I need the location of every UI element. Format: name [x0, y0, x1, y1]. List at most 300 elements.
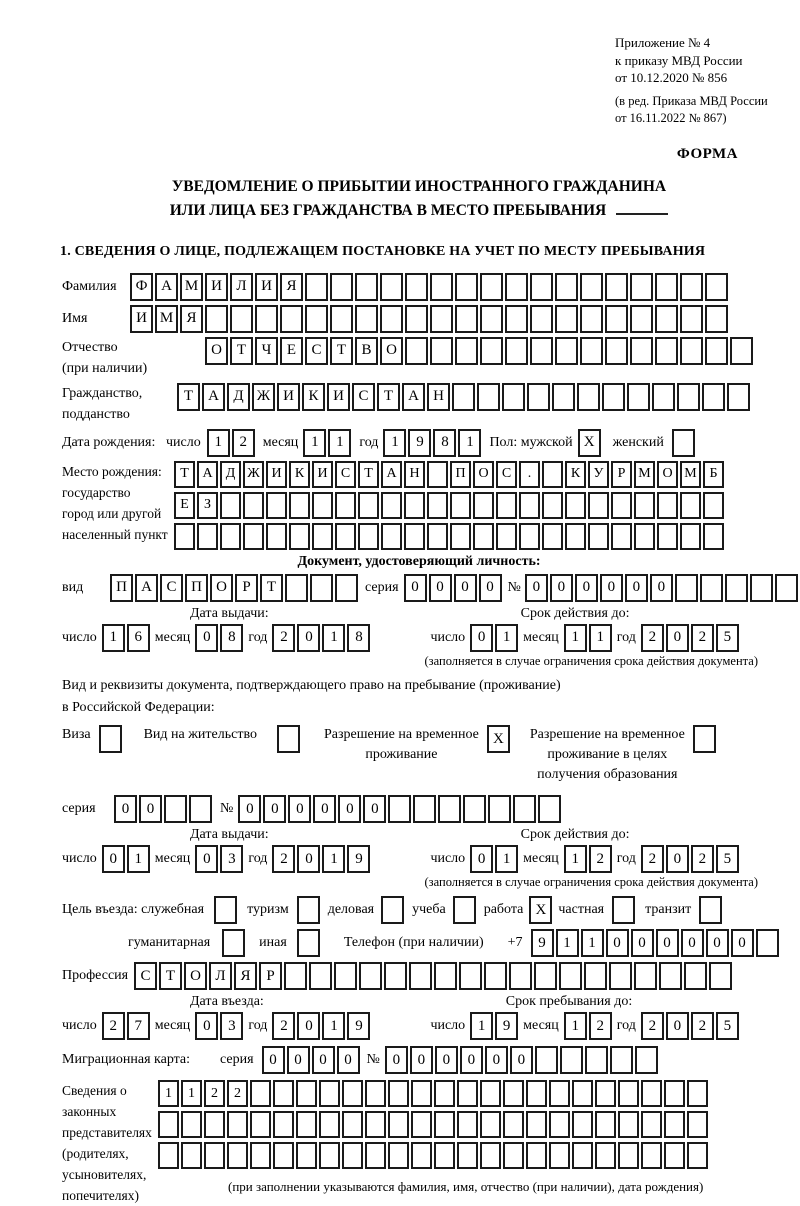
char-cell[interactable]: [700, 574, 723, 602]
char-cell[interactable]: [174, 523, 195, 550]
char-cell[interactable]: [595, 1142, 616, 1169]
char-cell[interactable]: Я: [180, 305, 203, 333]
char-cell[interactable]: 0: [460, 1046, 483, 1074]
char-cell[interactable]: [503, 1080, 524, 1107]
char-cell[interactable]: 2: [589, 845, 612, 873]
char-cell[interactable]: [355, 305, 378, 333]
char-cell[interactable]: [705, 305, 728, 333]
char-cell[interactable]: [659, 962, 682, 990]
char-cell[interactable]: [158, 1142, 179, 1169]
char-cell[interactable]: [611, 492, 632, 519]
char-cell[interactable]: [588, 492, 609, 519]
char-cell[interactable]: [565, 523, 586, 550]
char-cell[interactable]: 1: [158, 1080, 179, 1107]
char-cell[interactable]: 0: [731, 929, 754, 957]
char-cell[interactable]: О: [473, 461, 494, 488]
char-cell[interactable]: З: [197, 492, 218, 519]
char-cell[interactable]: [388, 1142, 409, 1169]
char-cell[interactable]: [555, 273, 578, 301]
char-cell[interactable]: 0: [575, 574, 598, 602]
char-cell[interactable]: [612, 896, 635, 924]
char-cell[interactable]: 0: [625, 574, 648, 602]
char-cell[interactable]: [630, 305, 653, 333]
char-cell[interactable]: [580, 337, 603, 365]
char-cell[interactable]: [618, 1142, 639, 1169]
char-cell[interactable]: [463, 795, 486, 823]
char-cell[interactable]: 7: [127, 1012, 150, 1040]
char-cell[interactable]: И: [266, 461, 287, 488]
char-cell[interactable]: [319, 1142, 340, 1169]
char-cell[interactable]: 2: [227, 1080, 248, 1107]
char-cell[interactable]: 0: [454, 574, 477, 602]
char-cell[interactable]: [289, 523, 310, 550]
char-cell[interactable]: [335, 574, 358, 602]
char-cell[interactable]: 2: [691, 845, 714, 873]
char-cell[interactable]: Я: [234, 962, 257, 990]
char-cell[interactable]: [657, 492, 678, 519]
char-cell[interactable]: [580, 305, 603, 333]
char-cell[interactable]: 0: [287, 1046, 310, 1074]
char-cell[interactable]: 0: [510, 1046, 533, 1074]
char-cell[interactable]: [409, 962, 432, 990]
char-cell[interactable]: [455, 337, 478, 365]
char-cell[interactable]: 9: [531, 929, 554, 957]
char-cell[interactable]: [526, 1142, 547, 1169]
char-cell[interactable]: 3: [220, 1012, 243, 1040]
char-cell[interactable]: [657, 523, 678, 550]
char-cell[interactable]: [455, 273, 478, 301]
char-cell[interactable]: 5: [716, 845, 739, 873]
char-cell[interactable]: [534, 962, 557, 990]
char-cell[interactable]: [405, 337, 428, 365]
char-cell[interactable]: [214, 896, 237, 924]
char-cell[interactable]: [542, 523, 563, 550]
char-cell[interactable]: 0: [485, 1046, 508, 1074]
char-cell[interactable]: [358, 523, 379, 550]
char-cell[interactable]: [509, 962, 532, 990]
char-cell[interactable]: [627, 383, 650, 411]
char-cell[interactable]: 0: [681, 929, 704, 957]
char-cell[interactable]: [158, 1111, 179, 1138]
char-cell[interactable]: [277, 725, 300, 753]
char-cell[interactable]: [296, 1111, 317, 1138]
char-cell[interactable]: [480, 273, 503, 301]
char-cell[interactable]: О: [380, 337, 403, 365]
char-cell[interactable]: Т: [377, 383, 400, 411]
char-cell[interactable]: [655, 337, 678, 365]
char-cell[interactable]: [427, 461, 448, 488]
char-cell[interactable]: [634, 962, 657, 990]
char-cell[interactable]: [330, 305, 353, 333]
char-cell[interactable]: А: [135, 574, 158, 602]
char-cell[interactable]: [473, 523, 494, 550]
char-cell[interactable]: М: [180, 273, 203, 301]
char-cell[interactable]: [577, 383, 600, 411]
char-cell[interactable]: 3: [220, 845, 243, 873]
char-cell[interactable]: [680, 305, 703, 333]
char-cell[interactable]: [411, 1080, 432, 1107]
char-cell[interactable]: 1: [322, 624, 345, 652]
char-cell[interactable]: [775, 574, 798, 602]
char-cell[interactable]: [430, 337, 453, 365]
char-cell[interactable]: К: [302, 383, 325, 411]
char-cell[interactable]: 0: [297, 624, 320, 652]
char-cell[interactable]: 1: [564, 1012, 587, 1040]
char-cell[interactable]: [365, 1111, 386, 1138]
char-cell[interactable]: [405, 273, 428, 301]
char-cell[interactable]: [388, 1080, 409, 1107]
char-cell[interactable]: 0: [363, 795, 386, 823]
char-cell[interactable]: 2: [641, 845, 664, 873]
char-cell[interactable]: [505, 273, 528, 301]
char-cell[interactable]: 1: [322, 845, 345, 873]
char-cell[interactable]: 8: [220, 624, 243, 652]
char-cell[interactable]: [684, 962, 707, 990]
char-cell[interactable]: 2: [589, 1012, 612, 1040]
char-cell[interactable]: [572, 1080, 593, 1107]
char-cell[interactable]: [605, 337, 628, 365]
char-cell[interactable]: .: [519, 461, 540, 488]
char-cell[interactable]: [703, 492, 724, 519]
char-cell[interactable]: 0: [238, 795, 261, 823]
char-cell[interactable]: 1: [564, 845, 587, 873]
char-cell[interactable]: А: [402, 383, 425, 411]
char-cell[interactable]: 2: [272, 845, 295, 873]
char-cell[interactable]: А: [197, 461, 218, 488]
char-cell[interactable]: [605, 305, 628, 333]
char-cell[interactable]: 2: [641, 624, 664, 652]
char-cell[interactable]: [250, 1111, 271, 1138]
char-cell[interactable]: 0: [195, 624, 218, 652]
char-cell[interactable]: П: [110, 574, 133, 602]
char-cell[interactable]: [680, 523, 701, 550]
char-cell[interactable]: С: [352, 383, 375, 411]
char-cell[interactable]: [549, 1080, 570, 1107]
char-cell[interactable]: [611, 523, 632, 550]
char-cell[interactable]: 0: [297, 845, 320, 873]
char-cell[interactable]: [266, 523, 287, 550]
char-cell[interactable]: [388, 1111, 409, 1138]
char-cell[interactable]: [365, 1080, 386, 1107]
char-cell[interactable]: [430, 305, 453, 333]
char-cell[interactable]: С: [335, 461, 356, 488]
char-cell[interactable]: [404, 523, 425, 550]
char-cell[interactable]: [189, 795, 212, 823]
char-cell[interactable]: Т: [358, 461, 379, 488]
char-cell[interactable]: 0: [313, 795, 336, 823]
char-cell[interactable]: [634, 492, 655, 519]
char-cell[interactable]: [358, 492, 379, 519]
char-cell[interactable]: [452, 383, 475, 411]
char-cell[interactable]: 9: [495, 1012, 518, 1040]
char-cell[interactable]: П: [185, 574, 208, 602]
char-cell[interactable]: 1: [328, 429, 351, 457]
char-cell[interactable]: [434, 1080, 455, 1107]
char-cell[interactable]: [310, 574, 333, 602]
char-cell[interactable]: [484, 962, 507, 990]
char-cell[interactable]: О: [657, 461, 678, 488]
char-cell[interactable]: Н: [404, 461, 425, 488]
char-cell[interactable]: Ф: [130, 273, 153, 301]
char-cell[interactable]: [365, 1142, 386, 1169]
char-cell[interactable]: [222, 929, 245, 957]
char-cell[interactable]: С: [305, 337, 328, 365]
char-cell[interactable]: [473, 492, 494, 519]
char-cell[interactable]: [480, 305, 503, 333]
char-cell[interactable]: [680, 492, 701, 519]
char-cell[interactable]: Р: [235, 574, 258, 602]
char-cell[interactable]: [381, 523, 402, 550]
char-cell[interactable]: [430, 273, 453, 301]
char-cell[interactable]: [438, 795, 461, 823]
char-cell[interactable]: Я: [280, 273, 303, 301]
char-cell[interactable]: [725, 574, 748, 602]
char-cell[interactable]: [702, 383, 725, 411]
char-cell[interactable]: 1: [495, 624, 518, 652]
char-cell[interactable]: [457, 1142, 478, 1169]
char-cell[interactable]: [334, 962, 357, 990]
char-cell[interactable]: [457, 1111, 478, 1138]
char-cell[interactable]: 0: [312, 1046, 335, 1074]
char-cell[interactable]: [220, 492, 241, 519]
char-cell[interactable]: [280, 305, 303, 333]
char-cell[interactable]: 0: [631, 929, 654, 957]
char-cell[interactable]: [727, 383, 750, 411]
char-cell[interactable]: [305, 305, 328, 333]
char-cell[interactable]: [572, 1111, 593, 1138]
char-cell[interactable]: [266, 492, 287, 519]
char-cell[interactable]: Т: [260, 574, 283, 602]
char-cell[interactable]: [641, 1142, 662, 1169]
char-cell[interactable]: И: [205, 273, 228, 301]
char-cell[interactable]: [530, 305, 553, 333]
char-cell[interactable]: [618, 1080, 639, 1107]
char-cell[interactable]: Ж: [243, 461, 264, 488]
char-cell[interactable]: С: [134, 962, 157, 990]
char-cell[interactable]: [297, 896, 320, 924]
char-cell[interactable]: 1: [303, 429, 326, 457]
char-cell[interactable]: [457, 1080, 478, 1107]
char-cell[interactable]: Л: [230, 273, 253, 301]
char-cell[interactable]: [284, 962, 307, 990]
char-cell[interactable]: [427, 523, 448, 550]
char-cell[interactable]: [273, 1142, 294, 1169]
char-cell[interactable]: 8: [433, 429, 456, 457]
char-cell[interactable]: 0: [435, 1046, 458, 1074]
char-cell[interactable]: [693, 725, 716, 753]
char-cell[interactable]: [549, 1142, 570, 1169]
char-cell[interactable]: 9: [408, 429, 431, 457]
char-cell[interactable]: [664, 1142, 685, 1169]
char-cell[interactable]: М: [680, 461, 701, 488]
char-cell[interactable]: 0: [263, 795, 286, 823]
char-cell[interactable]: [542, 461, 563, 488]
char-cell[interactable]: 0: [404, 574, 427, 602]
char-cell[interactable]: [404, 492, 425, 519]
char-cell[interactable]: 0: [550, 574, 573, 602]
char-cell[interactable]: И: [312, 461, 333, 488]
char-cell[interactable]: [335, 492, 356, 519]
char-cell[interactable]: 0: [525, 574, 548, 602]
char-cell[interactable]: Ж: [252, 383, 275, 411]
char-cell[interactable]: [488, 795, 511, 823]
char-cell[interactable]: 9: [347, 845, 370, 873]
char-cell[interactable]: К: [289, 461, 310, 488]
char-cell[interactable]: [705, 273, 728, 301]
char-cell[interactable]: [555, 337, 578, 365]
char-cell[interactable]: Д: [220, 461, 241, 488]
char-cell[interactable]: 6: [127, 624, 150, 652]
char-cell[interactable]: [705, 337, 728, 365]
char-cell[interactable]: А: [202, 383, 225, 411]
char-cell[interactable]: [164, 795, 187, 823]
char-cell[interactable]: [519, 492, 540, 519]
char-cell[interactable]: [227, 1142, 248, 1169]
char-cell[interactable]: [381, 492, 402, 519]
char-cell[interactable]: [530, 337, 553, 365]
char-cell[interactable]: 0: [656, 929, 679, 957]
char-cell[interactable]: 0: [600, 574, 623, 602]
char-cell[interactable]: О: [184, 962, 207, 990]
char-cell[interactable]: [181, 1142, 202, 1169]
char-cell[interactable]: [181, 1111, 202, 1138]
char-cell[interactable]: [535, 1046, 558, 1074]
char-cell[interactable]: [230, 305, 253, 333]
char-cell[interactable]: [542, 492, 563, 519]
char-cell[interactable]: [384, 962, 407, 990]
char-cell[interactable]: Б: [703, 461, 724, 488]
char-cell[interactable]: [480, 1111, 501, 1138]
char-cell[interactable]: [641, 1111, 662, 1138]
char-cell[interactable]: [255, 305, 278, 333]
char-cell[interactable]: [359, 962, 382, 990]
char-cell[interactable]: [319, 1080, 340, 1107]
char-cell[interactable]: [609, 962, 632, 990]
char-cell[interactable]: [634, 523, 655, 550]
char-cell[interactable]: [289, 492, 310, 519]
char-cell[interactable]: [480, 1142, 501, 1169]
char-cell[interactable]: [664, 1111, 685, 1138]
char-cell[interactable]: Д: [227, 383, 250, 411]
char-cell[interactable]: [250, 1080, 271, 1107]
char-cell[interactable]: П: [450, 461, 471, 488]
char-cell[interactable]: [580, 273, 603, 301]
char-cell[interactable]: 0: [666, 624, 689, 652]
char-cell[interactable]: 2: [232, 429, 255, 457]
char-cell[interactable]: И: [327, 383, 350, 411]
char-cell[interactable]: 0: [606, 929, 629, 957]
char-cell[interactable]: 1: [495, 845, 518, 873]
char-cell[interactable]: [459, 962, 482, 990]
char-cell[interactable]: [355, 273, 378, 301]
char-cell[interactable]: 1: [322, 1012, 345, 1040]
char-cell[interactable]: [380, 273, 403, 301]
char-cell[interactable]: [502, 383, 525, 411]
char-cell[interactable]: У: [588, 461, 609, 488]
char-cell[interactable]: X: [578, 429, 601, 457]
char-cell[interactable]: [610, 1046, 633, 1074]
char-cell[interactable]: [513, 795, 536, 823]
char-cell[interactable]: 1: [181, 1080, 202, 1107]
char-cell[interactable]: [309, 962, 332, 990]
char-cell[interactable]: 0: [650, 574, 673, 602]
char-cell[interactable]: [505, 305, 528, 333]
char-cell[interactable]: [672, 429, 695, 457]
char-cell[interactable]: X: [487, 725, 510, 753]
char-cell[interactable]: [305, 273, 328, 301]
char-cell[interactable]: [699, 896, 722, 924]
char-cell[interactable]: 1: [383, 429, 406, 457]
char-cell[interactable]: 1: [581, 929, 604, 957]
char-cell[interactable]: 2: [272, 1012, 295, 1040]
char-cell[interactable]: [427, 492, 448, 519]
char-cell[interactable]: [750, 574, 773, 602]
char-cell[interactable]: [572, 1142, 593, 1169]
char-cell[interactable]: [595, 1080, 616, 1107]
char-cell[interactable]: Т: [159, 962, 182, 990]
char-cell[interactable]: [330, 273, 353, 301]
char-cell[interactable]: 9: [347, 1012, 370, 1040]
char-cell[interactable]: [455, 305, 478, 333]
char-cell[interactable]: [538, 795, 561, 823]
char-cell[interactable]: [477, 383, 500, 411]
char-cell[interactable]: [655, 273, 678, 301]
char-cell[interactable]: [227, 1111, 248, 1138]
char-cell[interactable]: О: [205, 337, 228, 365]
char-cell[interactable]: [434, 1142, 455, 1169]
char-cell[interactable]: 1: [470, 1012, 493, 1040]
char-cell[interactable]: [519, 523, 540, 550]
char-cell[interactable]: [703, 523, 724, 550]
char-cell[interactable]: [584, 962, 607, 990]
char-cell[interactable]: 0: [429, 574, 452, 602]
char-cell[interactable]: А: [155, 273, 178, 301]
char-cell[interactable]: [197, 523, 218, 550]
char-cell[interactable]: [585, 1046, 608, 1074]
char-cell[interactable]: 0: [297, 1012, 320, 1040]
char-cell[interactable]: [496, 492, 517, 519]
char-cell[interactable]: [549, 1111, 570, 1138]
char-cell[interactable]: [413, 795, 436, 823]
char-cell[interactable]: 0: [706, 929, 729, 957]
char-cell[interactable]: [602, 383, 625, 411]
char-cell[interactable]: [273, 1080, 294, 1107]
char-cell[interactable]: [559, 962, 582, 990]
char-cell[interactable]: [680, 337, 703, 365]
char-cell[interactable]: [555, 305, 578, 333]
char-cell[interactable]: Н: [427, 383, 450, 411]
char-cell[interactable]: 0: [102, 845, 125, 873]
char-cell[interactable]: С: [496, 461, 517, 488]
char-cell[interactable]: [552, 383, 575, 411]
char-cell[interactable]: [434, 962, 457, 990]
char-cell[interactable]: [220, 523, 241, 550]
char-cell[interactable]: [687, 1111, 708, 1138]
char-cell[interactable]: [434, 1111, 455, 1138]
char-cell[interactable]: А: [381, 461, 402, 488]
char-cell[interactable]: 0: [470, 845, 493, 873]
char-cell[interactable]: [655, 305, 678, 333]
char-cell[interactable]: [381, 896, 404, 924]
char-cell[interactable]: 2: [691, 624, 714, 652]
char-cell[interactable]: 1: [589, 624, 612, 652]
char-cell[interactable]: 0: [479, 574, 502, 602]
char-cell[interactable]: [480, 337, 503, 365]
char-cell[interactable]: 5: [716, 1012, 739, 1040]
char-cell[interactable]: X: [529, 896, 552, 924]
char-cell[interactable]: 0: [139, 795, 162, 823]
char-cell[interactable]: С: [160, 574, 183, 602]
